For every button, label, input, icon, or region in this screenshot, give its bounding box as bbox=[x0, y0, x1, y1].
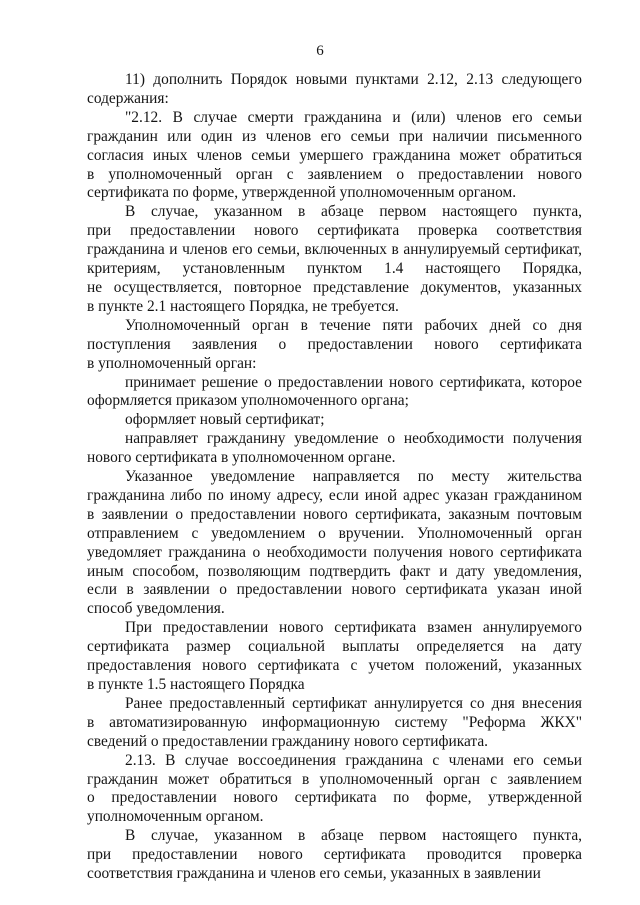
paragraph bbox=[87, 468, 582, 619]
text-line: уполномоченным органом. bbox=[87, 808, 264, 826]
paragraph bbox=[87, 430, 582, 468]
paragraph bbox=[87, 752, 582, 828]
text-line: в уполномоченный орган с заявлением о предоставлении нового bbox=[87, 165, 582, 183]
text-line: В случае, указанном в абзаце первом настоящего пункта, bbox=[125, 827, 582, 845]
text-line: предоставления нового сертификата с учетом положений, указанных bbox=[87, 657, 582, 675]
paragraph bbox=[87, 619, 582, 695]
text-line: сертификата по форме, утвержденной уполномоченным органом. bbox=[87, 184, 517, 202]
paragraph bbox=[87, 374, 582, 412]
text-line: оформляет новый сертификат; bbox=[125, 411, 325, 429]
paragraph bbox=[87, 827, 582, 884]
text-line: иным способом, позволяющим подтвердить факт и дату уведомления, bbox=[87, 562, 582, 580]
text-line: критериям, установленным пунктом 1.4 настоящего Порядка, bbox=[87, 260, 582, 278]
text-line: о предоставлении нового сертификата по форме, утвержденной bbox=[87, 789, 582, 807]
text-line: 11) дополнить Порядок новыми пунктами 2.12, 2.13 следующего bbox=[125, 71, 582, 88]
text-line: Указанное уведомление направляется по месту жительства bbox=[125, 468, 582, 486]
text-line: нового сертификата в уполномоченном органе. bbox=[87, 449, 396, 467]
text-line: "2.12. В случае смерти гражданина и (или) членов его семьи bbox=[125, 108, 582, 126]
text-line: отправлением с уведомлением о вручении. Уполномоченный орган bbox=[87, 524, 582, 542]
text-line: гражданин или один из членов его семьи при наличии письменного bbox=[87, 127, 582, 145]
text-line: согласия иных членов семьи умершего гражданина может обратиться bbox=[87, 146, 582, 164]
text-line: соответствия гражданина и членов его семьи, указанных в заявлении bbox=[87, 865, 541, 883]
document-body bbox=[87, 71, 582, 884]
text-line: При предоставлении нового сертификата взамен аннулируемого bbox=[125, 619, 582, 637]
text-line: в уполномоченный орган: bbox=[87, 354, 257, 372]
text-line: сертификата размер социальной выплаты определяется на дату bbox=[87, 638, 582, 656]
text-line: гражданина и членов его семьи, включенных в аннулируемый сертификат, bbox=[87, 241, 582, 259]
paragraph bbox=[87, 109, 582, 204]
text-line: в пункте 2.1 настоящего Порядка, не требуется. bbox=[87, 297, 399, 315]
text-line: принимает решение о предоставлении нового сертификата, которое bbox=[125, 373, 582, 391]
text-line: Уполномоченный орган в течение пяти рабочих дней со дня bbox=[125, 316, 582, 334]
text-line: 2.13. В случае воссоединения гражданина с членами его семьи bbox=[125, 751, 582, 769]
text-line: при предоставлении нового сертификата проверка соответствия bbox=[87, 222, 582, 240]
text-line: В случае, указанном в абзаце первом настоящего пункта, bbox=[125, 203, 582, 221]
paragraph bbox=[87, 71, 582, 109]
text-line: сведений о предоставлении гражданину нового сертификата. bbox=[87, 732, 489, 750]
paragraph bbox=[87, 203, 582, 316]
text-line: при предоставлении нового сертификата проводится проверка bbox=[87, 846, 582, 864]
text-line: поступления заявления о предоставлении нового сертификата bbox=[87, 335, 582, 353]
text-line: в автоматизированную информационную систему "Реформа ЖКХ" bbox=[87, 713, 582, 731]
text-line: оформляется приказом уполномоченного органа; bbox=[87, 392, 409, 410]
paragraph bbox=[87, 411, 582, 430]
text-line: гражданин может обратиться в уполномоченный орган с заявлением bbox=[87, 770, 582, 788]
text-line: содержания: bbox=[87, 89, 169, 107]
text-line: уведомляет гражданина о необходимости получения нового сертификата bbox=[87, 543, 582, 561]
text-line: направляет гражданину уведомление о необходимости получения bbox=[125, 430, 582, 448]
page-number: 6 bbox=[316, 43, 324, 59]
text-line: не осуществляется, повторное представление документов, указанных bbox=[87, 278, 582, 296]
paragraph bbox=[87, 317, 582, 374]
text-line: в пункте 1.5 настоящего Порядка bbox=[87, 676, 305, 693]
text-line: способ уведомления. bbox=[87, 600, 225, 618]
text-line: если в заявлении о предоставлении нового сертификата указан иной bbox=[87, 581, 582, 599]
paragraph bbox=[87, 695, 582, 752]
text-line: Ранее предоставленный сертификат аннулируется со дня внесения bbox=[125, 694, 582, 712]
text-line: гражданина либо по иному адресу, если иной адрес указан гражданином bbox=[87, 486, 582, 504]
text-line: в заявлении о предоставлении нового сертификата, заказным почтовым bbox=[87, 505, 582, 523]
